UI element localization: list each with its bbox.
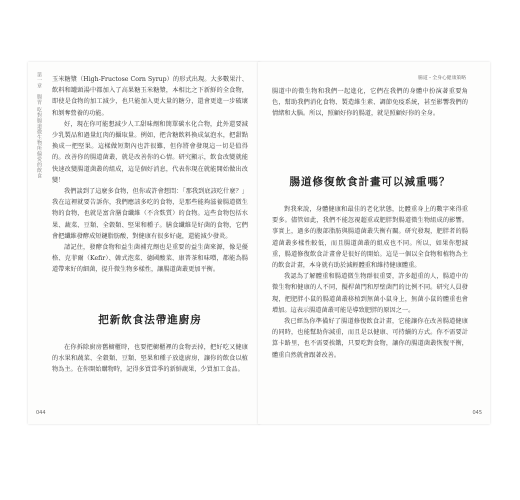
paragraph: 我們談到了這麼多食物，但你或許會想問：「那我到底該吃什麼？」我在這裡就要告訴你，我們應該多吃的食物，是那些能夠滋養腸道微生物的食物，也就是富含膳食纖維（不含麩質）的食物。這些食物包括水果、蔬菜、豆類、全穀類、堅果和種子。膳食纖維是好菌的食物，它們會把纖維發酵成短鏈脂肪酸，對健康有很多好處，還能減少發炎。 — [52, 188, 248, 240]
paragraph: 對我來說，身體健康和最佳的老化狀態，比體重身上的數字來得重要多。儘管如此，我們不能忽視超重或肥胖對腸道微生物組成的影響。事實上，過多的腹部脂肪與腸道菌叢失衡有關。研究發現，肥胖者的腸道菌叢多樣性較低，而且腸道菌叢的組成也不同。所以，如果你想減重，腸道修復飲食計畫會是很好的開始。這是一個以全食物和植物為主的飲食計畫，本身就有助於減輕體重和維持健康體重。 — [272, 206, 468, 270]
section-heading: 把新飲食法帶進廚房 — [98, 314, 202, 326]
side-rail-chapter: 第一章 腸胃 — [36, 72, 42, 105]
paragraph: 我已經為你準備好了腸道修復飲食計畫，它能讓你在改善腸道健康的同時，也能幫助你減重，而且是以健康、可持續的方式。你不需要計算卡路里，也不需要挨餓，只要吃對食物，讓你的腸道菌叢恢復平衡，體重自然就會跟著改善。 — [272, 318, 468, 359]
page-number: 044 — [36, 410, 46, 416]
paragraph: 請記住，發酵食物和益生菌補充劑也是重要的益生菌來源，像是優格、克菲爾（Kefir）、韓式泡菜、德國酸菜、康普茶和味噌，都能為腸道帶來好的細菌，提升微生物多樣性，讓腸道菌叢更加平衡。 — [52, 244, 248, 274]
section-heading: 腸道修復飲食計畫可以減重嗎？ — [289, 176, 451, 188]
left-body-top — [52, 74, 248, 296]
right-page — [258, 62, 490, 424]
paragraph: 腸道中的微生物和我們一起進化，它們在我們的身體中扮演著重要角色，幫助我們消化食物、製造維生素、調節免疫系統，甚至影響我們的情緒和大腦。所以，照顧好你的腸道，就是照顧好你的全身。 — [272, 88, 468, 118]
page-number: 045 — [472, 410, 482, 416]
right-body-bottom — [272, 204, 468, 404]
right-body-top — [272, 86, 468, 142]
paragraph: 在你拆除廚房舊櫥櫃時，也要把櫥櫃裡的食物丟掉，把好吃又健康的水果和蔬菜、全穀類、豆類、堅果和種子放進廚房，讓你的飲食以植物為主。在你開始購物時，記得多買當季的新鮮蔬果，少買加工食品。 — [52, 344, 248, 374]
left-page — [28, 62, 260, 424]
running-header: 腸道・全身心健康策略 — [418, 76, 466, 81]
side-rail-title: 吃對腸道微生物所偏愛的飲食 — [36, 107, 42, 179]
paragraph: 玉米糖漿（High-Fructose Corn Syrup）的形式出現。大多數果汁、飲料和罐頭湯中都加入了高果糖玉米糖漿，本相比之下新鮮的全食物，即使是食物的加工減少，也只能加入更大量的糖分，還會更進一步破壞和剝奪營養的功能。 — [52, 76, 248, 117]
paragraph: 我認為了解體重和腸道微生物群很重要，許多超重的人，腸道中的微生物和健康的人不同，擬桿菌門和厚壁菌門的比例不同。研究人員發現，把肥胖小鼠的腸道菌叢移植到無菌小鼠身上，無菌小鼠的體重也會增加。這表示腸道菌叢可能是導致肥胖的原因之一。 — [272, 273, 468, 314]
left-body-bottom — [52, 342, 248, 398]
paragraph: 好，現在你可能想減少人工甜味劑和簡單碳水化合物，此外還要減少乳製品和過量紅肉的攝取量。例如，把含糖飲料換成氣泡水，把甜點換成一把堅果。這樣做短期內也許很難，但你將會發現這一切是值得的。改善你的腸道菌叢，就是改善你的心情。研究顯示，飲食改變就能快速改變腸道菌叢的組成，這是個好消息，代表你現在就能開始做出改變！ — [52, 120, 248, 184]
chapter-side-rail — [34, 72, 42, 179]
